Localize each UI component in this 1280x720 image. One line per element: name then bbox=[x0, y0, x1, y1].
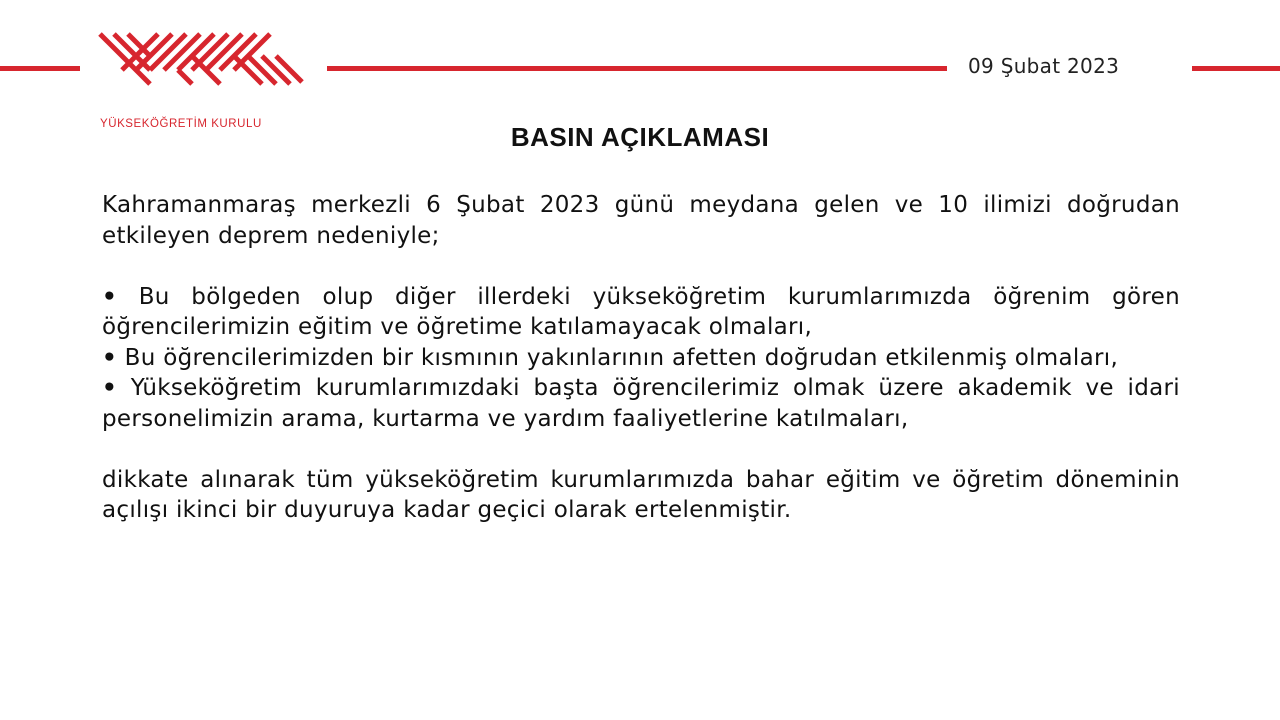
paragraph-spacer bbox=[102, 251, 1180, 282]
bullet-text: Bu bölgeden olup diğer illerdeki yükseköğretim kurumlarımızda öğrenim gören öğrencilerimizin eğitim ve öğretime katılamayacak olmaları, bbox=[102, 283, 1180, 340]
press-release-date: 09 Şubat 2023 bbox=[968, 54, 1120, 78]
bullet-item bbox=[102, 282, 1180, 343]
header bbox=[0, 0, 1280, 130]
bullet-icon: • bbox=[102, 344, 118, 371]
bullet-item bbox=[102, 373, 1180, 434]
bullet-icon: • bbox=[102, 283, 118, 310]
intro-paragraph: Kahramanmaraş merkezli 6 Şubat 2023 günü meydana gelen ve 10 ilimizi doğrudan etkileyen deprem nedeniyle; bbox=[102, 192, 1180, 249]
bullet-text: Yükseköğretim kurumlarımızdaki başta öğrencilerimiz olmak üzere akademik ve idari personelimizin arama, kurtarma ve yardım faaliyetlerine katılmaları, bbox=[102, 375, 1180, 432]
bullet-text: Bu öğrencilerimizden bir kısmının yakınlarının afetten doğrudan etkilenmiş olmaları, bbox=[124, 344, 1119, 371]
bullet-item bbox=[102, 343, 1180, 374]
yok-logo bbox=[98, 30, 304, 130]
logo-text: YÜKSEKÖĞRETİM KURULU bbox=[100, 118, 262, 130]
announcement-body bbox=[102, 190, 1180, 526]
conclusion-paragraph: dikkate alınarak tüm yükseköğretim kurumlarımızda bahar eğitim ve öğretim döneminin açılışı ikinci bir duyuruya kadar geçici olarak ertelenmiştir. bbox=[102, 466, 1180, 523]
page-title: BASIN AÇIKLAMASI bbox=[510, 122, 770, 152]
yok-logo-icon bbox=[98, 30, 304, 90]
header-rule-left bbox=[0, 66, 80, 71]
paragraph-spacer bbox=[102, 434, 1180, 465]
header-rule-right bbox=[1192, 66, 1280, 71]
bullet-icon: • bbox=[102, 375, 118, 401]
header-rule-middle bbox=[327, 66, 947, 71]
